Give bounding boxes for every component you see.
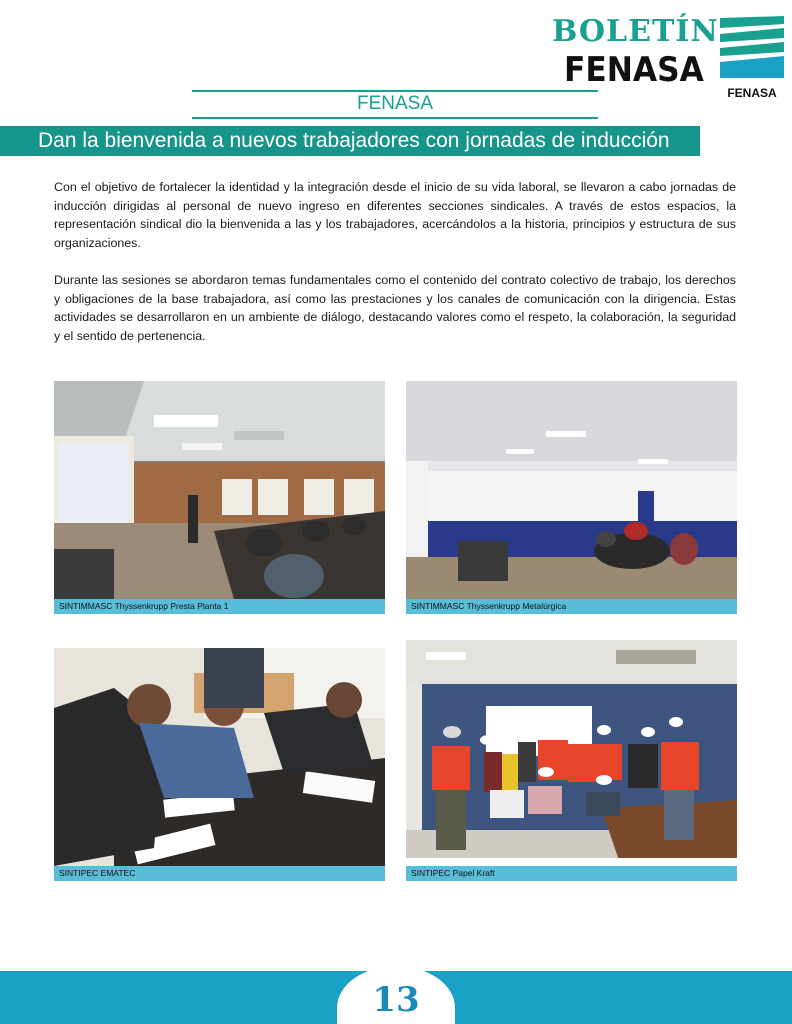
section-divider-bottom <box>192 117 598 119</box>
photo-caption: SINTIMMASC Thyssenkrupp Metalúrgica <box>406 599 737 614</box>
boletin-fenasa-logo <box>552 12 788 100</box>
photo-papel-kraft <box>406 640 737 858</box>
article-title-bar <box>0 126 700 156</box>
logo-boletin-text: BOLETÍN <box>552 14 719 49</box>
fenasa-stripes-icon <box>720 16 784 78</box>
photo-caption: SINTIPEC EMATEC <box>54 866 385 881</box>
page-number: 13 <box>372 980 420 1020</box>
photo-ematec <box>54 648 385 866</box>
paragraph-intro: Con el objetivo de fortalecer la identidad y la integración desde el inicio de su vida laboral, se llevaron a cabo jornadas de inducción dirigidas al personal de nuevo ingreso en diferentes secciones sindicales. A través de estos espacios, la representación sindical dio la bienvenida a las y los trabajadores, acercándolos a la historia, principios y estructura de sus organizaciones. <box>54 180 736 250</box>
paragraph-sessions: Durante las sesiones se abordaron temas fundamentales como el contenido del contrato colectivo de trabajo, los derechos y obligaciones de la base trabajadora, así como las prestaciones y los canales de comunicación con la dirigencia. Estas actividades se desarrollaron en un ambiente de diálogo, destacando valores como el respeto, la colaboración, la seguridad y el sentido de pertenencia. <box>54 273 736 343</box>
article-title: Dan la bienvenida a nuevos trabajadores con jornadas de inducción <box>38 129 670 152</box>
section-label: FENASA <box>356 93 434 114</box>
logo-mark-label: FENASA <box>727 86 777 100</box>
section-divider-top <box>192 90 598 92</box>
photo-metalurgica <box>406 381 737 599</box>
photo-caption: SINTIMMASC Thyssenkrupp Presta Planta 1 <box>54 599 385 614</box>
photo-presta-planta-1 <box>54 381 385 599</box>
photo-caption: SINTIPEC Papel Kraft <box>406 866 737 881</box>
logo-fenasa-text: FENASA <box>564 50 704 90</box>
